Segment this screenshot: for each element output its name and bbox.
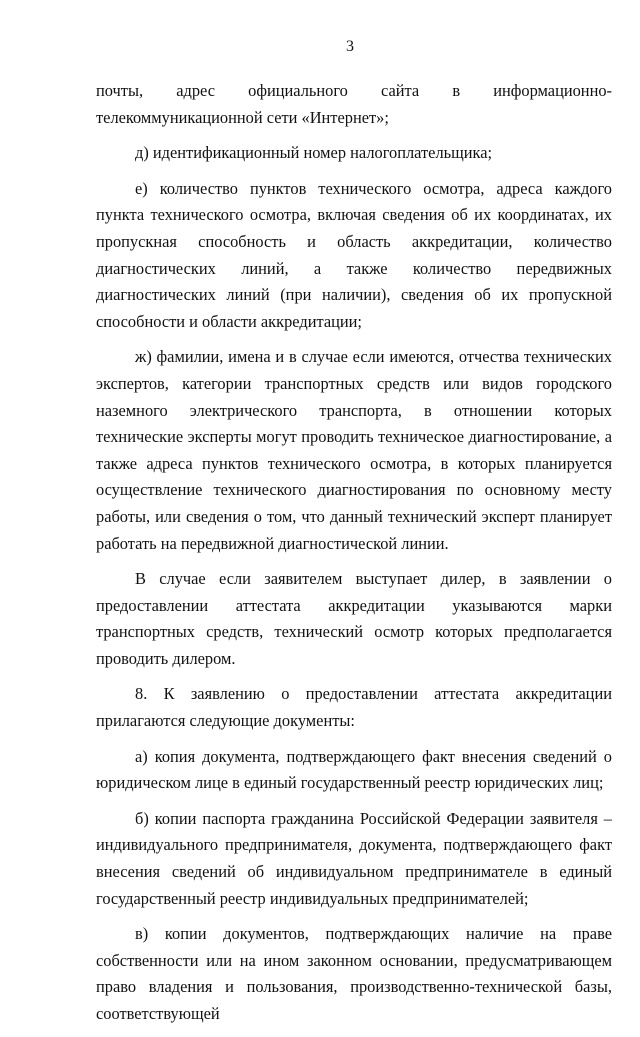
document-text <box>96 78 612 1037</box>
paragraph-item-v: в) копии документов, подтверждающих наличие на праве собственности или на ином законном основании, предусматривающем право владения и пользования, производственно-технической базы, соответствующей <box>96 924 612 1023</box>
paragraph-clause-8: 8. К заявлению о предоставлении аттестата аккредитации прилагаются следующие документы: <box>96 684 612 731</box>
paragraph-item-zh: ж) фамилии, имена и в случае если имеются, отчества технических экспертов, категории транспортных средств или видов городского наземного электрического транспорта, в отношении которых технические эксперты могут проводить техническое диагностирование, а также адреса пунктов технического осмотра, в которых планируется осуществление технического диагностирования по основному месту работы, или сведения о том, что данный технический эксперт планирует работать на передвижной диагностической линии. <box>96 347 612 553</box>
paragraph-item-e: е) количество пунктов технического осмотра, адреса каждого пункта технического осмотра, включая сведения об их координатах, их пропускная способность и область аккредитации, количество диагностических линий, а также количество передвижных диагностических линий (при наличии), сведения об их пропускной способности и области аккредитации; <box>96 178 612 331</box>
paragraph-item-b: б) копии паспорта гражданина Российской Федерации заявителя – индивидуального предпринимателя, документа, подтверждающего факт внесения сведений об индивидуальном предпринимателе в единый государственный реестр индивидуальных предпринимателей; <box>96 808 612 908</box>
paragraph-item-a: а) копия документа, подтверждающего факт внесения сведений о юридическом лице в единый государственный реестр юридических лиц; <box>96 746 612 793</box>
paragraph-dealer: В случае если заявителем выступает дилер, в заявлении о предоставлении аттестата аккредитации указываются марки транспортных средств, технический осмотр которых предполагается проводить дилером. <box>96 569 612 668</box>
page-number: 3 <box>346 38 354 55</box>
paragraph-item-d: д) идентификационный номер налогоплательщика; <box>135 143 493 163</box>
paragraph-contact-continuation: почты, адрес официального сайта в информационно-телекоммуникационной сети «Интернет»; <box>96 81 612 127</box>
